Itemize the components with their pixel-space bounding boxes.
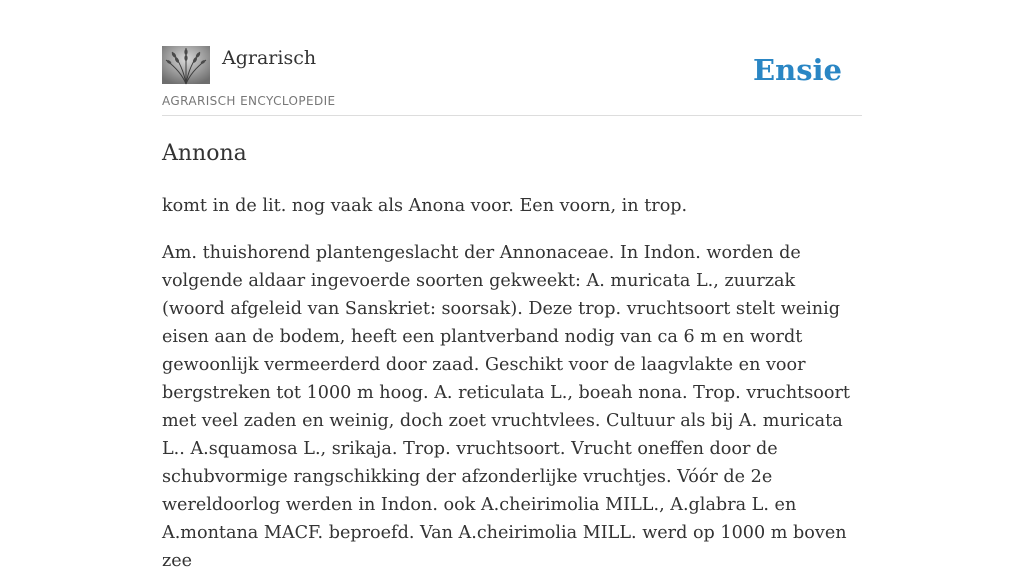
article-title: Annona bbox=[162, 141, 247, 166]
site-name[interactable]: Agrarisch bbox=[222, 47, 317, 69]
wheat-logo-graphic bbox=[162, 46, 210, 84]
header-divider bbox=[162, 115, 862, 116]
site-subtitle: AGRARISCH ENCYCLOPEDIE bbox=[162, 94, 336, 108]
article-paragraph: Am. thuishorend plantengeslacht der Annonaceae. In Indon. worden de volgende aldaar ingevoerde soorten gekweekt: A. muricata L., zuurzak (woord afgeleid van Sanskriet: soorsak). Deze trop. vruchtsoort stelt weinig eisen aan de bodem, heeft een plantverband nodig van ca 6 m en wordt gewoonlijk vermeerderd door zaad. Geschikt voor de laagvlakte en voor bergstreken tot 1000 m hoog. A. reticulata L., boeah nona. Trop. vruchtsoort met veel zaden en weinig, doch zoet vruchtvlees. Cultuur als bij A. muricata L.. A.squamosa L., srikaja. Trop. vruchtsoort. Vrucht oneffen door de schubvormige rangschikking der afzonderlijke vruchtjes. Vóór de 2e wereldoorlog werden in Indon. ook A.cheirimolia MILL., A.glabra L. en A.montana MACF. beproefd. Van A.cheirimolia MILL. werd op 1000 m boven zee bbox=[162, 243, 850, 571]
article bbox=[162, 138, 862, 575]
brand-logo-link[interactable]: Ensie bbox=[753, 53, 842, 87]
site-header bbox=[162, 46, 862, 116]
wheat-logo-icon[interactable] bbox=[162, 46, 210, 84]
article-paragraph: komt in de lit. nog vaak als Anona voor. Een voorn, in trop. bbox=[162, 196, 688, 216]
